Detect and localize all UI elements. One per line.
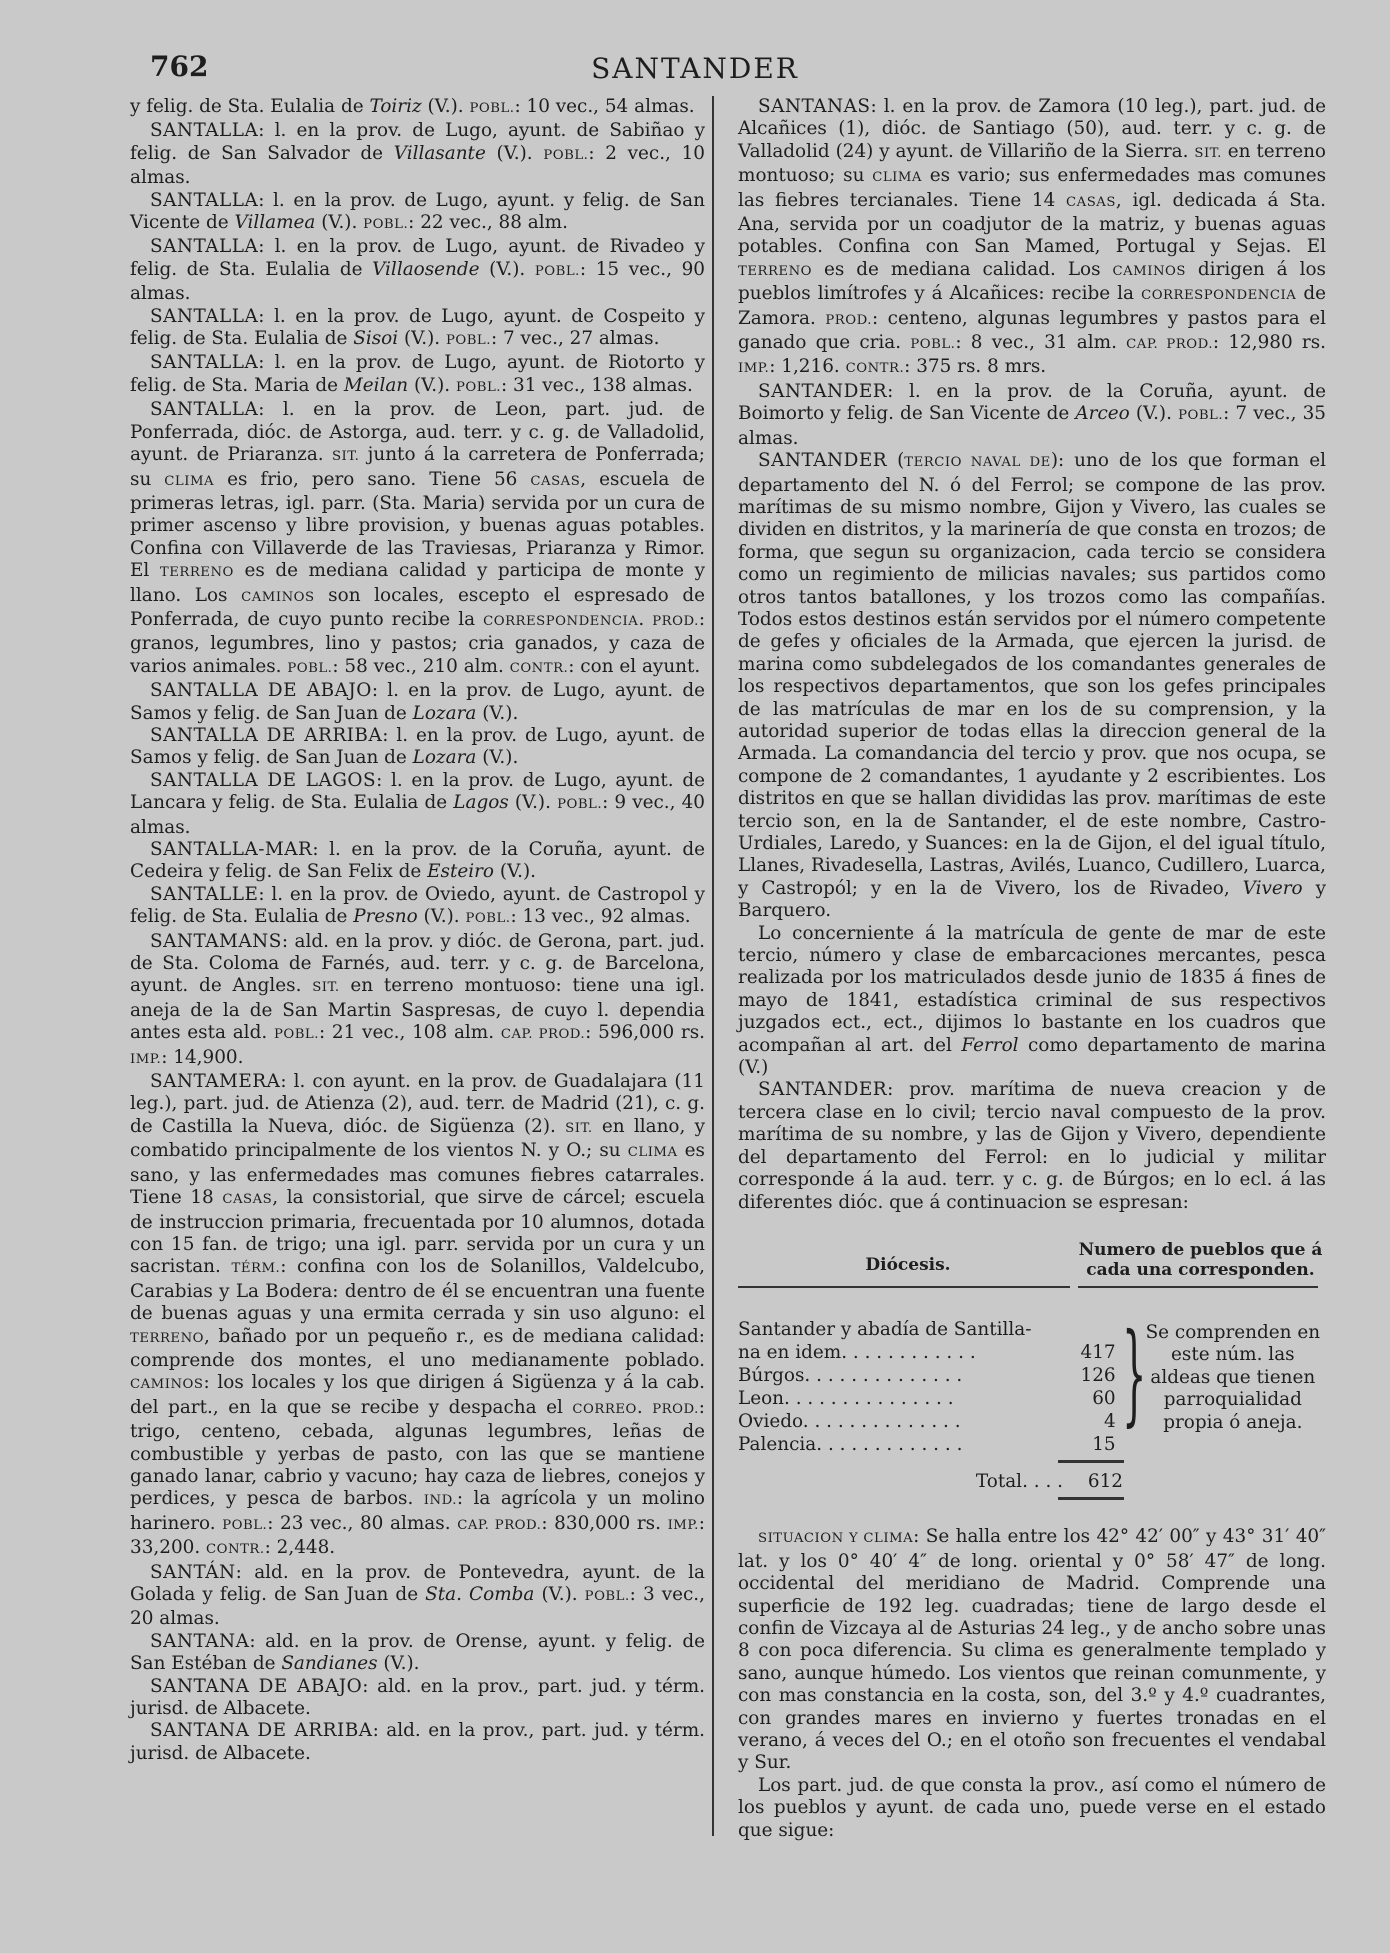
entry-headword: SANTALLA DE ARRIBA <box>150 724 383 746</box>
entry-text: : 58 vec., 210 alm. <box>332 655 510 677</box>
row-pueblos-count: 417 <box>1080 1341 1116 1363</box>
small-caps-label: CLIMA <box>164 473 215 489</box>
header-rules <box>738 1286 1326 1288</box>
entry-text: (V.). <box>476 702 519 724</box>
row-pueblos-count: 4 <box>1103 1410 1116 1432</box>
entry-text: : 2 vec., 10 almas. <box>130 142 705 189</box>
italic-term: Arceo <box>1075 403 1130 425</box>
entry-text: : los locales y los que dirigen á Sigüenza y á la cab. del part., en la que se recibe y despacha el <box>130 1372 705 1418</box>
dictionary-entry <box>130 839 705 884</box>
italic-term: Villamea <box>234 212 316 234</box>
entry-headword: SANTALLA <box>150 352 259 374</box>
table-row <box>738 1341 1116 1364</box>
entry-headword: SANTALLA <box>150 189 259 211</box>
total-rule-top <box>1058 1460 1124 1463</box>
small-caps-label: POBL. <box>222 1517 268 1533</box>
dictionary-entry <box>130 884 705 931</box>
entry-text: : l. en la prov. de Oviedo, ayunt. de Castropol y felig. de Sta. Eulalia de <box>130 883 705 928</box>
italic-term: Lozara <box>412 702 477 724</box>
entry-text: de Zamora. <box>738 283 1326 329</box>
entry-text: es sano, y las enfermedades mas comunes fiebres catarrales. Tiene 18 <box>130 1140 705 1209</box>
entry-text: : l. con ayunt. en la prov. de Guadalajara (11 leg.), part. jud. de Atienza (2), aud. terr. de Madrid (21), c. g. de Castilla la Nueva, dióc. de Sigüenza (2). <box>130 1071 705 1137</box>
entry-headword: SANTANDER <box>758 380 888 402</box>
entry-text: : ald. en la prov., part. jud. y térm. jurisd. de Albacete. <box>130 1720 705 1764</box>
dictionary-entry <box>130 1071 705 1562</box>
dictionary-entry <box>130 931 705 1071</box>
entry-text: : 13 vec., 92 almas. <box>510 906 691 928</box>
entry-headword: SANTALLA DE ABAJO <box>150 680 372 702</box>
small-caps-label: CASAS <box>530 473 581 489</box>
small-caps-label: CASAS <box>222 1192 273 1208</box>
small-caps-label: SIT. <box>331 449 360 465</box>
entry-text: : ald. en la prov. y dióc. de Gerona, part. jud. de Sta. Coloma de Farnés, aud. terr. y c. g. de Barcelona, ayunt. de Angles. <box>130 930 705 997</box>
right-column-top <box>738 96 1326 1214</box>
entry-text: : 21 vec., 108 alm. <box>318 1022 501 1044</box>
italic-term: Sisoi <box>353 328 399 350</box>
entry-text: Lo concerniente á la matrícula de gente de mar de este tercio, número y clase de embarcaciones mercantes, pesca realizada por los matriculados desde junio de 1835 á fines de mayo de 1841, estadística criminal de sus respectivos juzgados ect., ect., dijimos lo bastante en los cuadros que acompañan al art. del <box>738 922 1326 1056</box>
entry-text: : l. en la prov. de Zamora (10 leg.), part. jud. de Alcañices (1), dióc. de Santiago (50), aud. terr. y c. g. de Valladolid (24) y ayunt. de Villariño de la Sierra. <box>738 96 1326 162</box>
entry-text: ( <box>887 450 905 472</box>
small-caps-label: CORRESPONDENCIA <box>1141 288 1297 304</box>
small-caps-label: IMP. <box>130 1051 162 1067</box>
small-caps-label: PROD. <box>825 312 872 328</box>
entry-headword: SANTANDER <box>758 1079 888 1101</box>
entry-text: : l. en la prov. de la Coruña, ayunt. de Boimorto y felig. de San Vicente de <box>738 380 1326 425</box>
entry-text: : 830,000 rs. <box>541 1512 668 1534</box>
entry-text: : ald. en la prov. de Pontevedra, ayunt. de la Golada y felig. de San Juan de <box>130 1561 705 1605</box>
entry-text: en llano, y combatido principalmente de los vientos N. y O.; su <box>130 1115 705 1162</box>
entry-text: : 22 vec., 88 alm. <box>408 212 568 234</box>
small-caps-label: CAP. PROD. <box>457 1517 542 1533</box>
entry-text: : 12,980 rs. <box>1212 332 1326 354</box>
entry-text: : l. en la prov. de Lugo, ayunt. de Samos y felig. de San Juan de <box>130 680 705 724</box>
dictionary-entry <box>130 725 705 770</box>
entry-text: (V.). <box>1129 403 1179 425</box>
entry-headword: SANTALLA-MAR <box>150 839 313 860</box>
italic-term: Lagos <box>453 792 509 814</box>
entry-text: : prov. marítima de nueva creacion y de tercera clase en lo civil; tercio naval compuesto de la prov. marítima de su nombre, y las de Gijon y Vivero, dependiente del departamento del Ferrol: en lo judicial y militar corresponde á la aud. terr. y c. g. de Búrgos; en lo ecl. á las diferentes dióc. que á continuacion se espresan: <box>738 1079 1326 1213</box>
small-caps-label: CONTR. <box>206 1542 265 1558</box>
italic-term: Vivero <box>1242 877 1303 899</box>
entry-headword: SANTANA DE ARRIBA <box>150 1720 373 1742</box>
table-header <box>738 1240 1326 1280</box>
entry-headword: SANTANAS <box>758 96 871 117</box>
italic-term: Esteiro <box>427 861 495 883</box>
entry-text: es de mediana calidad. Los <box>812 258 1113 280</box>
table-row-list <box>738 1341 1116 1456</box>
entry-text: : granos, legumbres, lino y pastos; cria ganados, y caza de varios animales. <box>130 608 706 677</box>
italic-term: Sta. Comba <box>425 1584 535 1605</box>
entry-text: (V.). <box>398 328 446 350</box>
entry-text: : la agrícola y un molino harinero. <box>130 1488 705 1534</box>
entry-text: , bañado por un pequeño r., es de mediana calidad: comprende dos montes, el uno medianamente poblado. <box>130 1325 705 1371</box>
small-caps-label: CORREO <box>572 1401 637 1417</box>
small-caps-label: POBL. <box>287 660 333 676</box>
dictionary-entry <box>130 770 705 839</box>
total-value: 612 <box>1087 1470 1123 1492</box>
small-caps-label: SIT. <box>1194 145 1222 161</box>
dictionary-entry <box>130 352 705 399</box>
column-rule <box>712 96 714 1836</box>
table-rows <box>738 1318 1116 1456</box>
table-row <box>738 1433 1116 1456</box>
dictionary-entry <box>130 1720 705 1765</box>
entry-headword: SANTALLA DE LAGOS <box>150 769 377 791</box>
dictionary-entry <box>130 1676 705 1721</box>
entry-text: : centeno, algunas legumbres y pastos para el ganado que cria. <box>738 307 1326 354</box>
entry-text: : 31 vec., 138 almas. <box>500 374 693 396</box>
entry-text: : 1,216. <box>769 356 846 378</box>
row-diocese-name: Oviedo. . . . . . . . . . . . . . <box>738 1410 961 1432</box>
italic-term: Lozara <box>412 747 477 769</box>
small-caps-label: PROD. <box>652 1401 699 1417</box>
small-caps-label: CAMINOS <box>130 1377 204 1393</box>
small-caps-label: POBL. <box>445 333 491 349</box>
entry-text: y Barquero. <box>738 877 1326 922</box>
dictionary-entry <box>130 1562 705 1631</box>
table-row-first-line: Santander y abadía de Santilla- <box>738 1318 1032 1340</box>
small-caps-label: POBL. <box>584 1589 630 1604</box>
row-diocese-name: na en idem. . . . . . . . . . . . <box>738 1341 976 1363</box>
entry-text: : l. en la prov. de Lugo, ayunt. de Samos y felig. de San Juan de <box>130 724 705 769</box>
entry-text: : 7 vec., 35 almas. <box>738 403 1326 449</box>
dictionary-entry <box>738 381 1326 450</box>
entry-text: : l. en la prov. de Lugo, ayunt. de Sabiñao y felig. de San Salvador de <box>130 120 705 164</box>
right-column-bottom <box>738 1526 1326 1842</box>
entry-text: (V.). <box>408 374 456 396</box>
entry-text: y felig. de Sta. Eulalia de <box>130 96 370 117</box>
dictionary-entry <box>738 1526 1326 1774</box>
entry-headword: SANTAMANS <box>150 930 282 952</box>
table-body <box>738 1308 1326 1456</box>
entry-headword: SANTALLA <box>150 399 259 421</box>
small-caps-label: CONTR. <box>845 361 905 377</box>
entry-text: es frio, pero sano. Tiene 56 <box>214 468 531 490</box>
entry-text: : 10 vec., 54 almas. <box>514 96 695 117</box>
small-caps-label: POBL. <box>910 337 956 353</box>
entry-text: ): uno de los que forman el departamento del N. ó del Ferrol; se compone de las prov. marítimas de su mismo nombre, Gijon y Vivero, las cuales se dividen en distritos, y la marinería de que consta en trozos; de forma, que segun su organizacion, cada tercio se considera como un regimiento de milicias navales; sus partidos como otros tantos batallones, y los trozos como las compañías. Todos estos destinos están servidos por el número competente de gefes y oficiales de la Armada, que ejercen la jurisd. de marina como subdelegados de los comandantes generales de los respectivos departamentos, que son los gefes principales de las matrículas de mar en los de su comprension, y la autoridad superior de todas ellas la direccion general de la Armada. La comandancia del tercio y prov. que nos ocupa, se compone de 2 comandantes, 1 ayudante y 2 escribientes. Los distritos en que se hallan divididas las prov. marítimas de este tercio son, en la de Santander, el de este nombre, Castro-Urdiales, Laredo, y Suances: en la de Gijon, el del igual título, Llanes, Rivadesella, Lastras, Avilés, Luanco, Cudillero, Luarca, y Castropól; y en la de Vivero, los de Rivadeo, <box>738 450 1326 899</box>
small-caps-label: IND. <box>423 1493 457 1509</box>
entry-text: . <box>636 1396 653 1418</box>
left-column <box>130 96 705 1765</box>
italic-term: Villaosende <box>372 258 480 280</box>
small-caps-label: TERCIO NAVAL DE <box>904 455 1051 471</box>
entry-text: : l. en la prov. de Lugo, ayunt. de Riotorto y felig. de Sta. Maria de <box>130 352 705 396</box>
entry-text: , igl. dedicada á Sta. Ana, servida por un coadjutor de la matriz, y buenas aguas potables. Confina con San Mamed, Portugal y Sejas. El <box>738 189 1326 258</box>
small-caps-label: POBL. <box>543 147 589 163</box>
dictionary-entry <box>130 236 705 305</box>
italic-term: Ferrol <box>961 1034 1019 1056</box>
entry-text: : 596,000 rs. <box>585 1022 706 1044</box>
entry-text: es vario; sus enfermedades mas comunes las fiebres tercianales. Tiene 14 <box>738 165 1327 211</box>
entry-headword: SANTAMERA <box>150 1071 281 1093</box>
small-caps-label: POBL. <box>1178 408 1224 424</box>
entry-text: : 3 vec., 20 almas. <box>130 1584 705 1630</box>
entry-text: : 8 vec., 31 alm. <box>955 332 1127 354</box>
entry-headword: SANTANDER <box>758 450 888 472</box>
dictionary-entry <box>130 1631 705 1676</box>
dictionary-entry <box>130 120 705 189</box>
entry-text: (V.). <box>485 142 544 164</box>
entry-headword: SANTÁN <box>150 1561 236 1583</box>
entry-text: : 23 vec., 80 almas. <box>267 1512 458 1534</box>
entry-text: : l. en la prov. de Lugo, ayunt. de Cospeito y felig. de Sta. Eulalia de <box>130 305 705 350</box>
small-caps-label: POBL. <box>455 379 501 395</box>
dictionary-entry <box>130 680 705 725</box>
entry-text: es de mediana calidad y participa de monte y llano. Los <box>130 560 705 606</box>
small-caps-label: CLIMA <box>872 170 922 186</box>
entry-text: junto á la carretera de Ponferrada; su <box>130 444 705 490</box>
small-caps-label: CAMINOS <box>1112 263 1186 279</box>
small-caps-label: CAP. PROD. <box>1126 337 1213 353</box>
italic-term: Toiriz <box>369 96 422 117</box>
dictionary-entry <box>130 306 705 353</box>
entry-text: (V.). <box>377 1653 420 1675</box>
row-diocese-name: Palencia. . . . . . . . . . . . . <box>738 1433 963 1455</box>
entry-text: : ald. en la prov., part. jud. y térm. jurisd. de Albacete. <box>130 1675 705 1720</box>
row-pueblos-count: 60 <box>1092 1387 1116 1409</box>
entry-text: son locales, escepto el espresado de Ponferrada, de cuyo punto recibe la <box>130 584 705 630</box>
diocese-table <box>738 1240 1326 1500</box>
entry-text: (V.). <box>315 212 364 234</box>
entry-text: en terreno montuoso: tiene una igl. aneja de la de San Martin Saspresas, de cuyo l. dependia antes esta ald. <box>130 975 705 1044</box>
entry-text: en terreno montuoso; su <box>738 140 1326 187</box>
table-total-row <box>738 1471 1123 1493</box>
small-caps-label: TERRENO <box>130 1330 205 1346</box>
entry-text: (V.). <box>476 747 519 769</box>
entry-headword: SANTALLA <box>150 120 259 142</box>
small-caps-label: POBL. <box>534 263 580 279</box>
entry-text: : 375 rs. 8 mrs. <box>904 356 1047 378</box>
entry-text: : Se halla entre los 42° 42′ 00″ y 43° 31′ 40″ lat. y los 0° 40′ 4″ de long. oriental y 0° 58′ 47″ de long. occidental del meridiano de Madrid. Comprende una superficie de 192 leg. cuadradas; tiene de largo desde el confin de Vizcaya al de Asturias 24 leg., y de ancho sobre unas 8 con poca diferencia. Su clima es generalmente templado y sano, aunque húmedo. Los vientos que reinan comunmente, y con mas constancia en la costa, son, del 3.º y 4.º cuadrantes, con grandes mares en invierno y fuertes tronadas en el verano, á veces del O.; en el otoño son frecuentes el vendabal y Sur. <box>738 1526 1326 1774</box>
entry-headword: SANTANA <box>150 1630 250 1652</box>
small-caps-label: SIT. <box>565 1120 593 1136</box>
small-caps-label: POBL. <box>465 911 511 927</box>
entry-text: : l. en la prov. de Lugo, ayunt. de Rivadeo y felig. de Sta. Eulalia de <box>130 236 705 280</box>
table-row <box>738 1410 1116 1433</box>
row-pueblos-count: 15 <box>1092 1433 1116 1455</box>
entry-text: : ald. en la prov. de Orense, ayunt. y felig. de San Estéban de <box>130 1630 705 1675</box>
dictionary-entry <box>130 399 705 680</box>
entry-text: : l. en la prov. de Leon, part. jud. de Ponferrada, dióc. de Astorga, aud. terr. y c. g. de Valladolid, ayunt. de Priaranza. <box>130 399 705 466</box>
row-pueblos-count: 126 <box>1080 1364 1116 1386</box>
entry-text: , la consistorial, que sirve de cárcel; escuela de instruccion primaria, frecuentada por 10 alumnos, dotada con 15 fan. de trigo; una igl. parr. servida por un cura y un sacristan. <box>130 1187 706 1278</box>
entry-text: : 15 vec., 90 almas. <box>130 258 705 305</box>
entry-text: (V.). <box>417 906 466 928</box>
entry-headword: SANTALLE <box>150 883 259 905</box>
running-head: SANTANDER <box>591 52 799 85</box>
small-caps-label: POBL. <box>557 797 603 813</box>
small-caps-label: CONTR. <box>509 660 569 676</box>
entry-text: , escuela de primeras letras, igl. parr. (Sta. Maria) servida por un cura de primer ascenso y libre provision, y buenas aguas potables. Confina con Villaverde de las Traviesas, Priaranza y Rimor. El <box>130 468 705 582</box>
small-caps-label: PROD. <box>652 613 699 629</box>
right-column <box>738 96 1326 1842</box>
small-caps-label: CASAS <box>1066 194 1116 210</box>
entry-text: . <box>638 608 653 630</box>
dictionary-entry <box>738 450 1326 923</box>
small-caps-label: IMP. <box>738 361 770 377</box>
entry-text: : 9 vec., 40 almas. <box>130 792 705 838</box>
italic-term: Sandianes <box>281 1653 378 1675</box>
table-row <box>738 1364 1116 1387</box>
entry-text: : 33,200. <box>130 1512 705 1559</box>
entry-text: : l. en la prov. de Lugo, ayunt. y felig. de San Vicente de <box>130 189 705 234</box>
small-caps-label: SIT. <box>312 980 340 996</box>
italic-term: Villasante <box>393 142 486 164</box>
dictionary-entry <box>738 1079 1326 1213</box>
entry-text: dirigen á los pueblos limítrofes y á Alcañices: recibe la <box>738 258 1326 305</box>
entry-text: como departamento de marina (V.) <box>738 1034 1326 1079</box>
entry-text: (V.). <box>508 792 558 814</box>
small-caps-label: POBL. <box>273 1027 319 1043</box>
small-caps-label: POBL. <box>363 217 409 233</box>
dictionary-entry <box>738 1775 1326 1842</box>
dictionary-entry <box>130 190 705 237</box>
entry-text: : confina con los de Solanillos, Valdelcubo, Carabias y La Bodera: dentro de él se encuentran una fuente de buenas aguas y una ermita cerrada y sin uso alguno: el <box>130 1256 705 1325</box>
entry-continuation <box>130 96 705 120</box>
page-number: 762 <box>150 50 209 83</box>
total-label: Total. . . . <box>975 1470 1063 1492</box>
entry-headword: SANTALLA <box>150 236 259 258</box>
entry-headword: SANTALLA <box>150 305 259 327</box>
entry-text: (V.). <box>534 1584 585 1605</box>
entry-text: : 14,900. <box>161 1046 244 1068</box>
dictionary-entry <box>738 923 1326 1080</box>
row-diocese-name: Búrgos. . . . . . . . . . . . . . <box>738 1364 963 1386</box>
small-caps-label: TÉRM. <box>231 1261 281 1277</box>
small-caps-label: TERRENO <box>738 263 813 279</box>
entry-text: : 7 vec., 27 almas. <box>490 328 660 350</box>
table-row <box>738 1387 1116 1410</box>
dictionary-entry <box>738 96 1326 381</box>
entry-text: (V.). <box>479 258 535 280</box>
entry-text: : trigo, centeno, cebada, algunas legumbres, leñas de combustible y yerbas de pasto, con las que se mantiene ganado lanar, cabrio y vacuno; hay caza de liebres, conejos y perdices, y pesca de barbos. <box>130 1396 705 1510</box>
small-caps-label: CAMINOS <box>241 589 315 605</box>
entry-text: : l. en la prov. de Lugo, ayunt. de Lancara y felig. de Sta. Eulalia de <box>130 769 705 814</box>
header-diocesis: Diócesis. <box>865 1254 951 1275</box>
small-caps-label: CAP. PROD. <box>500 1027 586 1043</box>
entry-text: (V.). <box>421 96 470 117</box>
row-diocese-name: Leon. . . . . . . . . . . . . . . <box>738 1387 954 1409</box>
entry-headword: SANTANA DE ABAJO <box>150 1675 363 1697</box>
small-caps-label: CLIMA <box>627 1145 678 1161</box>
small-caps-label: SITUACION Y CLIMA <box>758 1531 914 1547</box>
entry-text: Los part. jud. de que consta la prov., así como el número de los pueblos y ayunt. de cada uno, puede verse en el estado que sigue: <box>738 1774 1326 1841</box>
small-caps-label: IMP. <box>667 1517 699 1533</box>
italic-term: Presno <box>353 906 418 928</box>
brace-glyph: } <box>1121 1308 1147 1437</box>
header-numero: Numero de pueblos que á cada una corresponden. <box>1078 1239 1323 1280</box>
entry-text: : con el ayunt. <box>568 655 701 677</box>
table-note: Se comprenden en este núm. las aldeas que tienen parroquialidad propia ó aneja. <box>1145 1321 1321 1433</box>
total-rule-bottom <box>1058 1497 1124 1500</box>
small-caps-label: TERRENO <box>159 565 234 581</box>
small-caps-label: CORRESPONDENCIA <box>483 613 639 629</box>
entry-text: (V.). <box>494 861 536 883</box>
small-caps-label: POBL. <box>469 101 515 116</box>
entry-text: : 2,448. <box>264 1537 336 1559</box>
italic-term: Meilan <box>343 374 409 396</box>
entry-text: : l. en la prov. de la Coruña, ayunt. de Cedeira y felig. de San Felix de <box>130 839 705 883</box>
